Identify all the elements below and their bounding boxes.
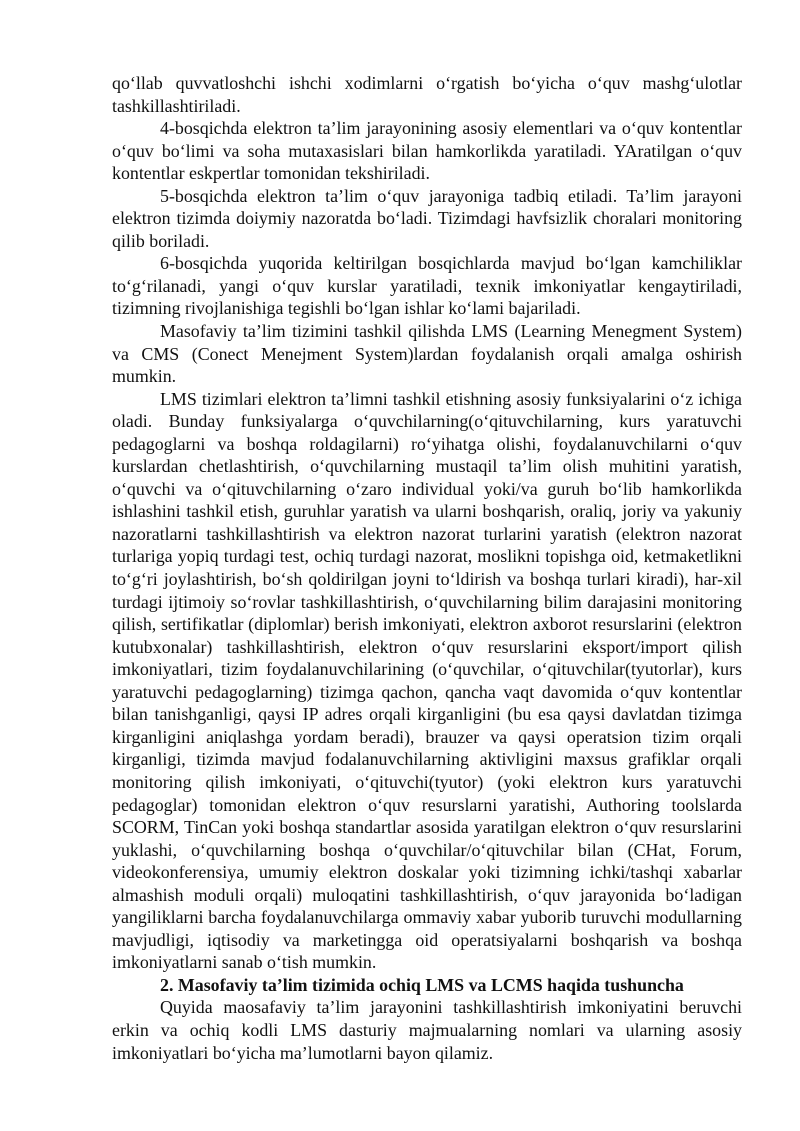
paragraph-stage-4: 4-bosqichda elektron ta’lim jarayonining asosiy elementlari va o‘quv kontentlar o‘quv bo‘limi va soha mutaxasislari bilan hamkorlikda yaratiladi. YAratilgan o‘quv kontentlar eskpertlar tomonidan tekshiriladi.: [112, 118, 742, 184]
paragraph-stage-6: 6-bosqichda yuqorida keltirilgan bosqichlarda mavjud bo‘lgan kamchiliklar to‘g‘rilanadi, yangi o‘quv kurslar yaratiladi, texnik imkoniyatlar kengaytiriladi, tizimning rivojlanishiga tegishli bo‘lgan ishlar ko‘lami bajariladi.: [112, 253, 742, 319]
paragraph-stage-5: 5-bosqichda elektron ta’lim o‘quv jarayoniga tadbiq etiladi. Ta’lim jarayoni elektron tizimda doiymiy nazoratda bo‘ladi. Tizimdagi havfsizlik choralari monitoring qilib boriladi.: [112, 185, 742, 251]
section-heading: 2. Masofaviy ta’lim tizimida ochiq LMS va LCMS haqida tushuncha: [160, 974, 684, 995]
document-page: [112, 72, 742, 1064]
paragraph-closing: Quyida maosafaviy ta’lim jarayonini tashkillashtirish imkoniyatini beruvchi erkin va ochiq kodli LMS dasturiy majmualarning nomlari va ularning asosiy imkoniyatlari bo‘yicha ma’lumotlarni bayon qilamiz.: [112, 997, 742, 1063]
paragraph-lms-cms-intro: Masofaviy ta’lim tizimini tashkil qilishda LMS (Learning Menegment System) va CMS (Conect Menejment System)lardan foydalanish orqali amalga oshirish mumkin.: [112, 321, 742, 387]
paragraph-lms-functions: LMS tizimlari elektron ta’limni tashkil etishning asosiy funksiyalarini o‘z ichiga oladi. Bunday funksiyalarga o‘quvchilarning(o‘qituvchilarning, kurs yaratuvchi pedagoglarni va boshqa roldagilarni) ro‘yihatga olishi, foydalanuvchilarni o‘quv kurslardan chetlashtirish, o‘quvchilarning mustaqil ta’lim olish muhitini yaratish, o‘quvchi va o‘qituvchilarning o‘zaro individual yoki/va guruh bo‘lib hamkorlikda ishlashini tashkil etish, guruhlar yaratish va ularni boshqarish, oraliq, joriy va yakuniy nazoratlarni tashkillashtirish va elektron nazorat turlarini yaratish (elektron nazorat turlariga yopiq turdagi test, ochiq turdagi nazorat, moslikni topishga oid, ketmaketlikni to‘g‘ri joylashtirish, bo‘sh qoldirilgan joyni to‘ldirish va boshqa turlari kiradi), har-xil turdagi ijtimoiy so‘rovlar tashkillashtirish, o‘quvchilarning bilim darajasini monitoring qilish, sertifikatlar (diplomlar) berish imkoniyati, elektron axborot resurslarini (elektron kutubxonalar) tashkillashtirish, elektron o‘quv resurslarini eksport/import qilish imkoniyatlari, tizim foydalanuvchilarining (o‘quvchilar, o‘qituvchilar(tyutorlar), kurs yaratuvchi pedagoglarning) tizimga qachon, qancha vaqt davomida o‘quv kontentlar bilan tanishganligi, qaysi IP adres orqali kirganligini (bu esa qaysi davlatdan tizimga kirganligini aniqlashga yordam beradi), brauzer va qaysi operatsion tizim orqali kirganligi, tizimda mavjud fodalanuvchilarning aktivligini maxsus grafiklar orqali monitoring qilish imkoniyati, o‘qituvchi(tyutor) (yoki elektron kurs yaratuvchi pedagoglar) tomonidan elektron o‘quv resurslarni yaratishi, Authoring toolslarda SCORM, TinCan yoki boshqa standartlar asosida yaratilgan elektron o‘quv resurslarini yuklashi, o‘quvchilarning boshqa o‘quvchilar/o‘qituvchilar bilan (CHat, Forum, videokonferensiya, umumiy elektron doskalar yoki tizimning ichki/tashqi xabarlar almashish moduli orqali) muloqatini tashkillashtirish, o‘quv jarayonida bo‘ladigan yangiliklarni barcha foydalanuvchilarga ommaviy xabar yuborib turuvchi modullarning mavjudligi, iqtisodiy va marketingga oid operatsiyalarni boshqarish va boshqa imkoniyatlarni sanab o‘tish mumkin.: [112, 388, 742, 973]
paragraph-continuation: qo‘llab quvvatloshchi ishchi xodimlarni o‘rgatish bo‘yicha o‘quv mashg‘ulotlar tashkillashtiriladi.: [112, 73, 742, 116]
